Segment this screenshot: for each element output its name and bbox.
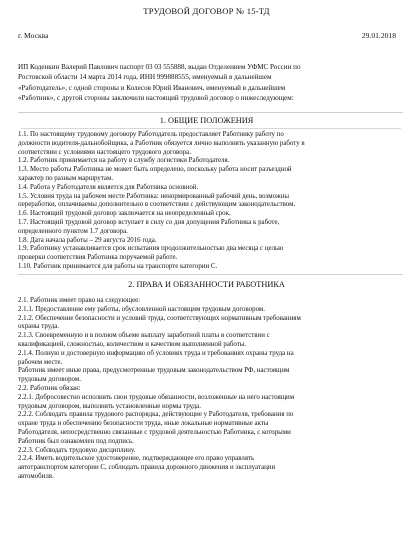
clause-line: 1.4. Работа у Работодателя является для Работника основной. <box>18 183 199 191</box>
clause-line: 2.1.4. Полную и достоверную информацию об условиях труда и требованиях охраны труда на <box>18 349 294 357</box>
clause-line: 2.2. Работник обязан: <box>18 384 81 392</box>
clause-line: 1.7. Настоящий трудовой договор вступает в силу со дня допущения Работника к работе, <box>18 218 280 226</box>
clause-line: 2.2.2. Соблюдать правила трудового распорядка, действующие у Работодателя, требования по <box>18 411 294 419</box>
clause-line: 2.2.3. Соблюдать трудовую дисциплину. <box>18 446 136 454</box>
clause-line: 1.2. Работник принимается на работу в службу логистики Работодателя. <box>18 157 230 165</box>
clause-line: Работник имеет иные права, предусмотренные трудовым законодательством РФ, настоящим <box>18 367 290 375</box>
section-1-title: 1. ОБЩИЕ ПОЛОЖЕНИЯ <box>159 116 254 125</box>
clause-line: 1.8. Дата начала работы – 29 августа 2016 года. <box>18 236 157 244</box>
clause-line: 1.1. По настоящему трудовому договору Работодатель предоставляет Работнику работу по <box>18 131 284 138</box>
clause-line: 1.6. Настоящий трудовой договор заключается на неопределенный срок. <box>18 210 231 218</box>
clause-line: квалификацией, сложностью, количеством и качеством выполненной работы. <box>18 340 247 348</box>
divider <box>18 112 403 113</box>
intro-line: ИП Коденкин Валерий Павлович паспорт 03 03 555888, выдан Отделением УФМС России по <box>18 63 301 71</box>
clause-line: определенного пунктом 1.7 договора. <box>18 227 128 235</box>
clause-line: охране труда и обеспечению безопасности труда, иные локальные нормативные акты <box>18 420 269 428</box>
clause-line: переработки, оплачиваемы дополнительно в соответствии с действующим законодательством. <box>18 201 296 209</box>
clause-line: соответствии с условиями настоящего трудового договора. <box>18 148 191 156</box>
clause-line: проверки соответствия Работника поручаемой работе. <box>18 254 178 262</box>
clause-line: 2.1.2. Обеспечение безопасности и условий труда, соответствующих нормативным требованиям <box>18 314 301 322</box>
section-1-body <box>18 131 400 272</box>
clause-line: рабочем месте. <box>18 358 63 366</box>
intro-line: «Работодатель», с одной стороны и Колесов Юрий Иванович, именуемый в дальнейшем <box>18 83 286 92</box>
clause-line: автомобиля. <box>18 472 54 480</box>
clause-line: 2.2.1. Добросовестно исполнять свои трудовые обязанности, возложенные на него настоящим <box>18 393 295 401</box>
clause-line: 2.1.3. Своевременную и в полном объеме выплату заработной платы в соответствии с <box>18 332 270 340</box>
intro-line: Ростовской области 14 марта 2014 года, ИНН 999888555, именуемый в дальнейшем <box>18 73 272 82</box>
section-2-title: 2. ПРАВА И ОБЯЗАННОСТИ РАБОТНИКА <box>128 280 285 289</box>
section-2-body <box>18 297 400 482</box>
place-date-row <box>18 31 396 40</box>
clause-line: 1.9. Работнику устанавливается срок испытания продолжительностью два месяца с целью <box>18 245 284 253</box>
clause-line: 1.10. Работник принимается для работы на транспорте категории С. <box>18 262 218 270</box>
clause-line: охраны труда. <box>18 323 60 331</box>
intro-line: «Работник», с другой стороны заключили настоящий трудовой договор о нижеследующем: <box>18 94 294 103</box>
intro-paragraph <box>18 62 398 104</box>
clause-line: 2.1. Работник имеет право на следующее: <box>18 297 141 304</box>
clause-line: должности водителя-дальнобойщика, а Работник обязуется лично выполнять указанную работу в <box>18 139 305 147</box>
divider <box>21 128 401 129</box>
clause-line: автотранспортом категории С, соблюдать правила дорожного движения и эксплуатации <box>18 464 276 472</box>
city: г. Москва <box>18 31 49 40</box>
clause-line: 1.3. Место работы Работника не может быть определено, поскольку работа носит разъездной <box>18 166 292 174</box>
clause-line: трудовым договором. <box>18 376 81 384</box>
document-title: ТРУДОВОЙ ДОГОВОР № 15-ТД <box>143 6 270 16</box>
contract-date: 29.01.2018 <box>361 31 396 40</box>
clause-line: трудовым договором, выполнять установленные нормы труда. <box>18 402 201 410</box>
clause-line: 2.1.1. Предоставление ему работы, обусловленной настоящим трудовым договором. <box>18 305 265 313</box>
clause-line: Работодателя, непосредственно связанные с трудовой деятельностью Работника, с которыми <box>18 428 291 436</box>
clause-line: 1.5. Условия труда на рабочем месте Работника: ненормированный рабочий день, возможны <box>18 192 289 200</box>
clause-line: 2.2.4. Иметь водительское удостоверение, подтверждающее его право управлять <box>18 455 255 463</box>
divider <box>18 274 403 275</box>
clause-line: Работник был ознакомлен под подпись. <box>18 437 134 445</box>
clause-line: характер по разным маршрутам. <box>18 174 114 182</box>
